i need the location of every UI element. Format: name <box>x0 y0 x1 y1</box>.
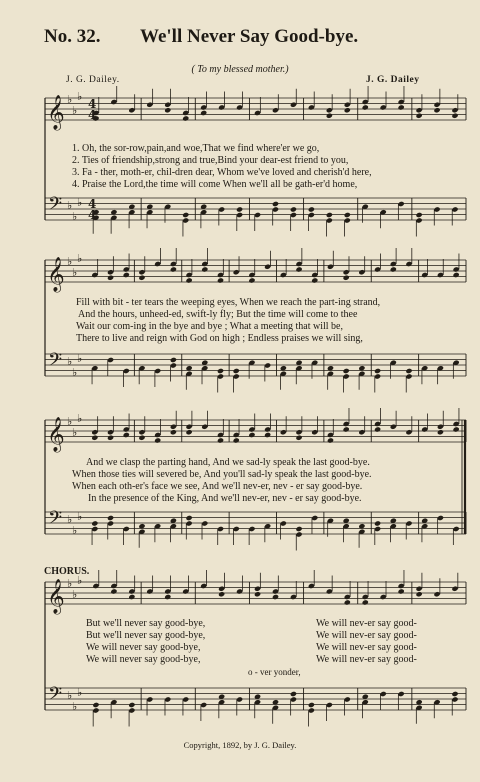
system-2-treble-notehead <box>170 266 177 272</box>
verse-4-line-1: 4. Praise the Lord,the time will come When we'll all be gath-er'd home, <box>72 179 358 190</box>
system-chorus-treble-notehead <box>128 594 135 600</box>
system-3-bass-notehead <box>374 520 381 526</box>
system-1-bass-notehead <box>182 212 189 218</box>
system-1-bass-notehead <box>344 212 351 218</box>
system-2-bass-notehead <box>170 357 177 363</box>
system-2-treble-notehead <box>311 277 318 283</box>
system-3-treble-notehead <box>248 432 255 438</box>
verse-2-line-2: And the hours, unheed-ed, swift-ly fly; But the time will come to thee <box>78 309 358 320</box>
system-3-bass-key: ♭ <box>67 513 73 526</box>
system-3-bass-notehead <box>295 526 302 532</box>
system-chorus-treble-key: ♭ <box>67 577 73 590</box>
system-chorus-treble-key: ♭ <box>77 574 83 587</box>
system-chorus-treble-clef: 𝄞 <box>47 579 65 614</box>
system-2-bass-notehead <box>374 368 381 374</box>
system-1-bass-notehead <box>326 212 333 218</box>
system-1-treble-notehead <box>164 107 171 113</box>
system-2-treble-notehead <box>107 275 114 281</box>
system-3-treble-notehead <box>123 432 130 438</box>
system-chorus-bass-notehead <box>92 702 99 708</box>
system-chorus-treble-notehead <box>398 588 405 594</box>
system-1-bass-notehead <box>290 206 297 212</box>
system-3-treble-key: ♭ <box>72 426 78 439</box>
system-2-bass-key: ♭ <box>67 355 73 368</box>
system-3-treble-notehead <box>453 426 460 432</box>
system-chorus-treble-notehead <box>362 599 369 605</box>
system-chorus-bass-key: ♭ <box>67 689 73 702</box>
chorus-line-2-left: But we'll never say good-bye, <box>86 630 206 641</box>
system-2-treble-key: ♭ <box>67 255 73 268</box>
verse-3-line-3: When each oth-er's face we see, And we'll nev-er, nev - er say good-bye. <box>72 481 363 492</box>
system-3-treble-notehead <box>437 429 444 435</box>
system-chorus-treble-notehead <box>110 588 117 594</box>
system-3-treble-key: ♭ <box>77 412 83 425</box>
system-2-treble-notehead <box>217 277 224 283</box>
system-chorus-treble-notehead <box>272 594 279 600</box>
system-1-treble-time: 4 <box>88 97 97 111</box>
system-3-treble-notehead <box>91 435 98 441</box>
system-2-treble-notehead <box>186 277 193 283</box>
system-1-treble-key: ♭ <box>77 90 83 103</box>
system-chorus-treble-notehead <box>218 591 225 597</box>
system-1-treble-notehead <box>451 113 458 119</box>
system-2-bass-clef: 𝄢 <box>48 350 63 375</box>
system-chorus-treble-notehead <box>344 599 351 605</box>
system-3-treble-notehead <box>374 426 381 432</box>
system-2-bass-notehead <box>233 368 240 374</box>
system-3-bass-key: ♭ <box>72 524 78 537</box>
verse-2-line-3: When those ties will severed be, And you'll sad-ly speak the last good-bye. <box>72 469 372 480</box>
copyright-notice: Copyright, 1892, by J. G. Dailey. <box>183 740 297 750</box>
system-chorus-bass-key: ♭ <box>77 686 83 699</box>
system-3-treble-notehead <box>295 435 302 441</box>
hymn-number: No. 32. <box>44 26 101 47</box>
verse-3-line-1: 3. Fa - ther, moth-er, chil-dren dear, Whom we've loved and cherish'd here, <box>72 167 372 178</box>
chorus-line-2-right: We will nev-er say good- <box>316 630 417 641</box>
system-1-bass-key: ♭ <box>67 199 73 212</box>
system-1-bass-time: 4 <box>88 208 97 222</box>
chorus-line-4-left: We will never say good-bye, <box>86 654 201 665</box>
system-3-bass-key: ♭ <box>77 510 83 523</box>
system-3-treble-notehead <box>264 432 271 438</box>
system-1-treble-time: 4 <box>88 108 97 122</box>
system-1-bass-notehead <box>416 212 423 218</box>
verse-1-line-3: And we clasp the parting hand, And we sad-ly speak the last good-bye. <box>86 457 370 468</box>
hymn-title: We'll Never Say Good-bye. <box>140 26 359 47</box>
system-chorus-bass-clef: 𝄢 <box>48 684 63 709</box>
system-1-bass-key: ♭ <box>77 196 83 209</box>
system-1-bass-clef: 𝄢 <box>48 194 63 219</box>
system-3-bass-clef: 𝄢 <box>48 508 63 533</box>
system-3-treble-key: ♭ <box>67 415 73 428</box>
system-chorus-bass-notehead <box>308 702 315 708</box>
system-3-treble-notehead <box>170 429 177 435</box>
chorus-bass-words: o - ver yonder, <box>248 667 301 677</box>
system-1-treble-key: ♭ <box>67 93 73 106</box>
chorus-line-4-right: We will nev-er say good- <box>316 654 417 665</box>
system-3-bass-notehead <box>186 515 193 521</box>
system-2-bass-key: ♭ <box>77 352 83 365</box>
system-3-treble-notehead <box>217 437 224 443</box>
system-chorus-treble-notehead <box>254 591 261 597</box>
system-2-bass-key: ♭ <box>72 366 78 379</box>
system-2-bass-notehead <box>343 368 350 374</box>
system-2-treble-notehead <box>343 275 350 281</box>
verse-1-line-2: Fill with bit - ter tears the weeping eyes, When we reach the part-ing strand, <box>76 297 381 308</box>
system-1-bass-notehead <box>236 206 243 212</box>
system-chorus-treble-notehead <box>416 591 423 597</box>
system-3-treble-notehead <box>186 429 193 435</box>
chorus-line-1-left: But we'll never say good-bye, <box>86 618 206 629</box>
system-3-treble-notehead <box>327 437 334 443</box>
chorus-label: CHORUS. <box>44 566 90 577</box>
chorus-line-3-right: We will nev-er say good- <box>316 642 417 653</box>
system-1-bass-notehead <box>272 201 279 207</box>
system-3-treble-notehead <box>107 435 114 441</box>
system-chorus-bass-key: ♭ <box>72 700 78 713</box>
system-chorus-treble-key: ♭ <box>72 588 78 601</box>
verse-2-line-1: 2. Ties of friendship,strong and true,Bind your dear-est friend to you, <box>72 155 349 166</box>
verse-4-line-3: In the presence of the King, And we'll nev-er, nev - er say good-bye. <box>88 493 362 504</box>
system-2-treble-key: ♭ <box>77 252 83 265</box>
system-3-treble-notehead <box>138 435 145 441</box>
system-1-treble-key: ♭ <box>72 104 78 117</box>
system-chorus-bass-notehead <box>290 691 297 697</box>
system-3-treble-notehead <box>233 437 240 443</box>
system-chorus-treble-notehead <box>164 594 171 600</box>
system-2-treble-notehead <box>138 275 145 281</box>
system-1-treble-notehead <box>344 107 351 113</box>
system-2-treble-notehead <box>123 272 130 278</box>
system-2-bass-notehead <box>405 368 412 374</box>
system-3-treble-notehead <box>343 426 350 432</box>
system-2-bass-notehead <box>217 368 224 374</box>
system-1-treble-notehead <box>416 113 423 119</box>
composer-credit: J. G. Dailey <box>366 75 420 85</box>
system-chorus-bass-notehead <box>128 702 135 708</box>
system-2-treble-key: ♭ <box>72 266 78 279</box>
system-1-treble-notehead <box>433 107 440 113</box>
system-1-treble-clef: 𝄞 <box>47 95 65 130</box>
system-1-bass-notehead <box>308 206 315 212</box>
chorus-line-1-right: We will nev-er say good- <box>316 618 417 629</box>
system-1-treble-notehead <box>398 104 405 110</box>
verse-3-line-2: Wait our com-ing in the bye and bye ; What a meeting that will be, <box>76 321 343 332</box>
system-2-treble-notehead <box>390 266 397 272</box>
system-3-treble-notehead <box>154 437 161 443</box>
system-1-treble-notehead <box>200 110 207 116</box>
system-3-bass-notehead <box>91 520 98 526</box>
system-1-treble-notehead <box>182 115 189 121</box>
system-2-treble-notehead <box>248 277 255 283</box>
verse-1-line-1: 1. Oh, the sor-row,pain,and woe,That we find where'er we go, <box>72 143 320 154</box>
verse-4-line-2: There to live and reign with God on high ; Endless praises we will sing, <box>76 333 363 344</box>
system-3-bass-notehead <box>107 515 114 521</box>
system-2-treble-clef: 𝄞 <box>47 257 65 292</box>
dedication: ( To my blessed mother.) <box>191 64 289 75</box>
system-chorus-bass-notehead <box>451 691 458 697</box>
author-credit: J. G. Dailey. <box>66 75 120 85</box>
system-2-treble-notehead <box>201 266 208 272</box>
system-3-treble-clef: 𝄞 <box>47 417 65 452</box>
chorus-line-3-left: We will never say good-bye, <box>86 642 201 653</box>
system-1-bass-key: ♭ <box>72 210 78 223</box>
system-1-treble-notehead <box>362 104 369 110</box>
system-1-bass-time: 4 <box>88 197 97 211</box>
system-2-treble-notehead <box>295 266 302 272</box>
system-2-treble-notehead <box>453 272 460 278</box>
system-1-treble-notehead <box>326 113 333 119</box>
